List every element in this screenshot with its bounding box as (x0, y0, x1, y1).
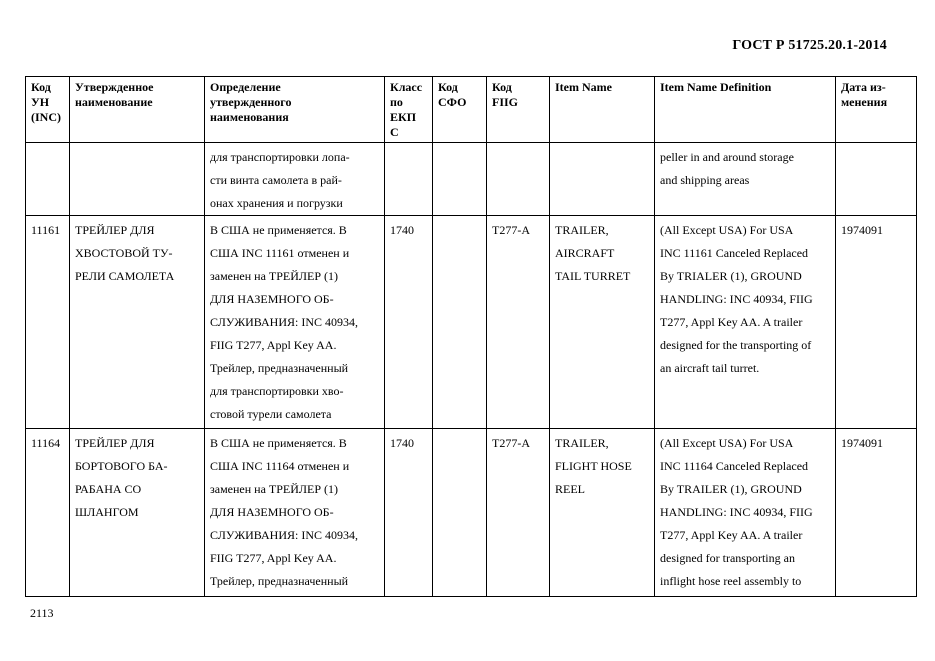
cell-inc (26, 143, 70, 216)
cell-sfo (433, 143, 487, 216)
cell-line: С (390, 125, 399, 139)
cell-line: Код (492, 80, 512, 94)
cell-line: заменен на ТРЕЙЛЕР (1) (210, 269, 339, 283)
cell-line: an aircraft tail turret. (660, 361, 760, 375)
cell-line: Код (438, 80, 458, 94)
cell-line: заменен на ТРЕЙЛЕР (1) (210, 482, 339, 496)
cell-fiig (487, 429, 550, 597)
cell-line: FIIG T277, Appl Key AA. (210, 338, 337, 352)
cell-item-definition (655, 143, 836, 216)
header-approved-name (70, 77, 205, 143)
cell-sfo (433, 216, 487, 429)
cell-line: СЛУЖИВАНИЯ: INC 40934, (210, 528, 359, 542)
cell-line: наименования (210, 110, 289, 124)
cell-line: 11164 (31, 436, 61, 450)
cell-item-definition (655, 429, 836, 597)
cell-line: БОРТОВОГО БА- (75, 459, 168, 473)
cell-line: Код (31, 80, 51, 94)
classification-table (25, 76, 917, 597)
cell-line: ТРЕЙЛЕР ДЛЯ (75, 436, 155, 450)
cell-line: T277, Appl Key AA. A trailer (660, 528, 803, 542)
cell-line: 1740 (390, 223, 414, 237)
cell-line: Item Name Definition (660, 80, 772, 94)
cell-line: FIIG (492, 95, 519, 109)
cell-line: Определение (210, 80, 281, 94)
cell-line: TRAILER, (555, 436, 609, 450)
cell-line: FLIGHT HOSE (555, 459, 632, 473)
cell-line: США INC 11161 отменен и (210, 246, 350, 260)
cell-line: В США не применяется. В (210, 223, 347, 237)
cell-date (836, 216, 917, 429)
cell-item-name (550, 216, 655, 429)
cell-line: peller in and around storage (660, 150, 794, 164)
cell-line: 1974091 (841, 223, 883, 237)
cell-line: designed for transporting an (660, 551, 795, 565)
cell-line: ДЛЯ НАЗЕМНОГО ОБ- (210, 505, 334, 519)
cell-line: РАБАНА СО (75, 482, 142, 496)
cell-line: AIRCRAFT (555, 246, 615, 260)
cell-item-name (550, 429, 655, 597)
cell-line: inflight hose reel assembly to (660, 574, 802, 588)
cell-line: FIIG T277, Appl Key AA. (210, 551, 337, 565)
cell-line: наименование (75, 95, 153, 109)
cell-line: Класс (390, 80, 423, 94)
cell-line: (INC) (31, 110, 61, 124)
cell-line: ШЛАНГОМ (75, 505, 139, 519)
cell-line: INC 11164 Canceled Replaced (660, 459, 809, 473)
header-fiig-code (487, 77, 550, 143)
cell-line: T277-A (492, 436, 530, 450)
cell-definition (205, 143, 385, 216)
table-row (26, 429, 917, 597)
cell-line: Трейлер, предназначенный (210, 361, 349, 375)
cell-line: ДЛЯ НАЗЕМНОГО ОБ- (210, 292, 334, 306)
cell-inc (26, 429, 70, 597)
cell-line: INC 11161 Canceled Replaced (660, 246, 809, 260)
header-definition (205, 77, 385, 143)
cell-line: СЛУЖИВАНИЯ: INC 40934, (210, 315, 359, 329)
cell-line: HANDLING: INC 40934, FIIG (660, 505, 813, 519)
table-header-row (26, 77, 917, 143)
header-sfo-code (433, 77, 487, 143)
cell-line: Трейлер, предназначенный (210, 574, 349, 588)
cell-line: HANDLING: INC 40934, FIIG (660, 292, 813, 306)
cell-class (385, 216, 433, 429)
cell-item-name (550, 143, 655, 216)
document-standard-number: ГОСТ Р 51725.20.1-2014 (732, 38, 887, 53)
cell-line: and shipping areas (660, 173, 750, 187)
cell-line: онах хранения и погрузки (210, 196, 343, 210)
cell-class (385, 143, 433, 216)
cell-item-definition (655, 216, 836, 429)
cell-line: ТРЕЙЛЕР ДЛЯ (75, 223, 155, 237)
cell-line: (All Except USA) For USA (660, 436, 794, 450)
cell-line: Дата из- (841, 80, 886, 94)
table-row (26, 143, 917, 216)
cell-line: для транспортировки лопа- (210, 150, 350, 164)
cell-name (70, 216, 205, 429)
cell-line: designed for the transporting of (660, 338, 812, 352)
cell-line: Item Name (555, 80, 612, 94)
cell-class (385, 429, 433, 597)
cell-fiig (487, 143, 550, 216)
cell-name (70, 429, 205, 597)
cell-line: стовой турели самолета (210, 407, 332, 421)
cell-line: TRAILER, (555, 223, 609, 237)
cell-line: УН (31, 95, 50, 109)
cell-line: США INC 11164 отменен и (210, 459, 350, 473)
cell-line: Утвержденное (75, 80, 154, 94)
cell-line: By TRIALER (1), GROUND (660, 269, 802, 283)
header-change-date (836, 77, 917, 143)
header-inc (26, 77, 70, 143)
cell-definition (205, 429, 385, 597)
cell-line: REEL (555, 482, 585, 496)
header-item-name-definition (655, 77, 836, 143)
table-row (26, 216, 917, 429)
cell-line: ЕКП (390, 110, 417, 124)
cell-date (836, 429, 917, 597)
cell-line: РЕЛИ САМОЛЕТА (75, 269, 175, 283)
cell-sfo (433, 429, 487, 597)
cell-fiig (487, 216, 550, 429)
cell-line: (All Except USA) For USA (660, 223, 794, 237)
cell-line: T277, Appl Key AA. A trailer (660, 315, 803, 329)
header-item-name (550, 77, 655, 143)
cell-definition (205, 216, 385, 429)
cell-line: сти винта самолета в рай- (210, 173, 342, 187)
cell-inc (26, 216, 70, 429)
cell-name (70, 143, 205, 216)
cell-line: 11161 (31, 223, 61, 237)
cell-line: 1974091 (841, 436, 883, 450)
page-number: 2113 (30, 606, 54, 620)
cell-line: В США не применяется. В (210, 436, 347, 450)
cell-date (836, 143, 917, 216)
cell-line: 1740 (390, 436, 414, 450)
cell-line: TAIL TURRET (555, 269, 631, 283)
cell-line: для транспортировки хво- (210, 384, 344, 398)
cell-line: T277-A (492, 223, 530, 237)
cell-line: ХВОСТОВОЙ ТУ- (75, 246, 173, 260)
cell-line: By TRAILER (1), GROUND (660, 482, 802, 496)
header-class (385, 77, 433, 143)
cell-line: по (390, 95, 403, 109)
cell-line: СФО (438, 95, 467, 109)
cell-line: менения (841, 95, 888, 109)
cell-line: утвержденного (210, 95, 292, 109)
